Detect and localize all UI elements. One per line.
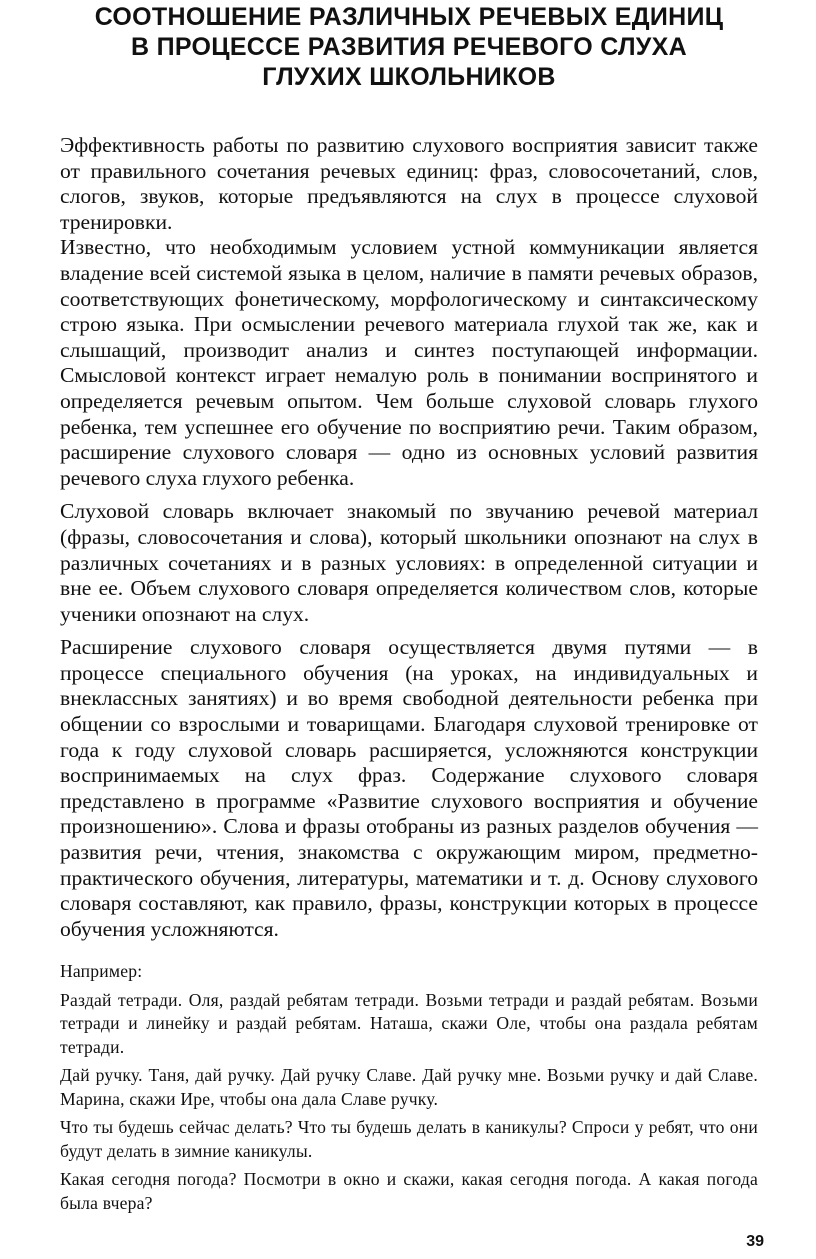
paragraph-3: Слуховой словарь включает знакомый по звучанию речевой материал (фразы, словосочетания и слова), который школьники опознают на слух в различных сочетаниях и в разных условиях: в определенной ситуации и вне ее. Объем слухового словаря определяется количеством слов, которые ученики опознают на слух. bbox=[60, 499, 758, 626]
title-line-2: В ПРОЦЕССЕ РАЗВИТИЯ РЕЧЕВОГО СЛУХА bbox=[131, 33, 687, 61]
paragraph-4: Расширение слухового словаря осуществляется двумя путями — в процессе специального обучения (на уроках, на индивидуальных и внеклассных занятиях) и во время свободной деятельности ребенка при общении со взрослыми и товарищами. Благодаря слуховой тренировке от года к году слуховой словарь расширяется, усложняются конструкции воспринимаемых на слух фраз. Содержание слухового словаря представлено в программе «Развитие слухового восприятия и обучение произношению». Слова и фразы отобраны из разных разделов обучения — развития речи, чтения, знакомства с окружающим миром, предметно-практического обучения, литературы, математики и т. д. Основу слухового словаря составляют, как правило, фразы, конструкции которых в процессе обучения усложняются. bbox=[60, 635, 758, 941]
paragraph-2: Известно, что необходимым условием устной коммуникации является владение всей системой языка в целом, наличие в памяти речевых образов, соответствующих фонетическому, морфологическому и синтаксическому строю языка. При осмыслении речевого материала глухой так же, как и слышащий, производит анализ и синтез поступающей информации. Смысловой контекст играет немалую роль в понимании воспринятого и определяется речевым опытом. Чем больше слуховой словарь глухого ребенка, тем успешнее его обучение по восприятию речи. Таким образом, расширение слухового словаря — одно из основных условий развития речевого слуха глухого ребенка. bbox=[60, 235, 758, 490]
body-text bbox=[60, 133, 758, 942]
page-number: 39 bbox=[746, 1233, 764, 1250]
paragraph-1: Эффективность работы по развитию слухового восприятия зависит также от правильного сочетания речевых единиц: фраз, словосочетаний, слов, слогов, звуков, которые предъявляются на слух в процессе слуховой тренировки. bbox=[60, 133, 758, 234]
example-item-2: Дай ручку. Таня, дай ручку. Дай ручку Славе. Дай ручку мне. Возьми ручку и дай Славе. Марина, скажи Ире, чтобы она дала Славе ручку. bbox=[60, 1065, 758, 1109]
title-line-3: ГЛУХИХ ШКОЛЬНИКОВ bbox=[262, 63, 556, 91]
example-item-4: Какая сегодня погода? Посмотри в окно и скажи, какая сегодня погода. А какая погода была вчера? bbox=[60, 1169, 758, 1213]
example-item-3: Что ты будешь сейчас делать? Что ты будешь делать в каникулы? Спроси у ребят, что они будут делать в зимние каникулы. bbox=[60, 1117, 758, 1161]
title-line-1: СООТНОШЕНИЕ РАЗЛИЧНЫХ РЕЧЕВЫХ ЕДИНИЦ bbox=[94, 3, 724, 31]
example-item-1: Раздай тетради. Оля, раздай ребятам тетради. Возьми тетради и раздай ребятам. Возьми тетради и линейку и раздай ребятам. Наташа, скажи Оле, чтобы она раздала ребятам тетради. bbox=[60, 989, 758, 1057]
examples-block bbox=[60, 960, 758, 1215]
examples-intro: Например: bbox=[60, 961, 143, 982]
chapter-title bbox=[60, 0, 758, 92]
